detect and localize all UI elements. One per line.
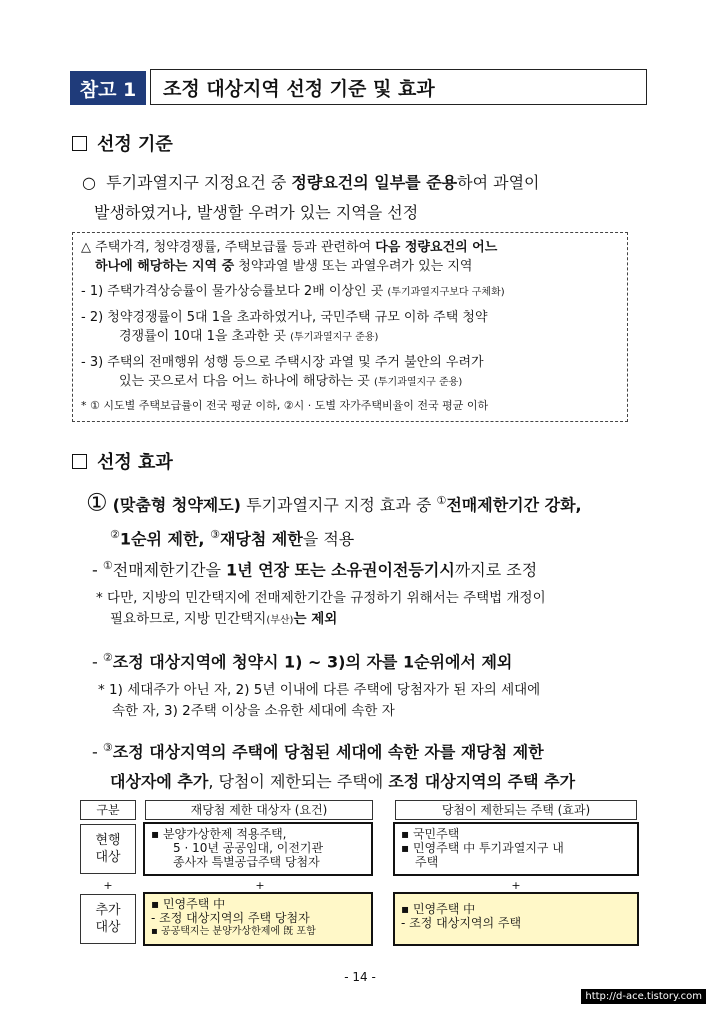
text: 청약과열 발생 또는 과열우려가 있는 지역 [234,259,473,274]
table-header-requirement: 재당첨 제한 대상자 (요건) [145,800,373,820]
superscript: ③ [210,528,220,542]
criteria-box [72,232,628,422]
effect-note-1 [96,588,546,631]
note: (투기과열지구 준용) [290,332,379,343]
effects-paragraph [86,486,666,555]
section-title: 선정 효과 [97,452,173,473]
superscript: ② [102,651,113,664]
text: ▪ 공공택지는 분양가상한제에 旣 포함 [151,926,316,937]
note: (투기과열지구 준용) [373,377,463,388]
criteria-item-3: - 3) 주택의 전매행위 성행 등으로 주택시장 과열 및 주거 불안의 우려가 [81,355,484,370]
text: 까지로 조정 [454,560,538,580]
text-bold: 대상자에 추가 [110,772,209,792]
text: 투기과열지구 지정 효과 중 [241,495,437,515]
criteria-footnote: * ① 시도별 주택보급률이 전국 평균 이하, ②시 · 도별 자가주택비율이 전국 평균 이하 [81,399,489,412]
text-bold: 1년 연장 또는 소유권이전등기시 [226,560,455,580]
plus-sign: + [511,879,521,892]
text-bold: 전매제한기간 강화, [446,495,582,515]
text: ▪ 민영주택 中 [401,902,476,916]
effect-note-2 [98,680,540,722]
row-label-current [80,824,136,874]
text: 속한 자, 3) 2주택 이상을 소유한 세대에 속한 자 [112,703,395,719]
bullet-circle-icon: ○ [82,173,96,192]
criteria-item-1: - 1) 주택가격상승률이 물가상승률보다 2배 이상인 곳 [81,284,384,299]
text: 필요하므로, 지방 민간택지 [110,611,267,627]
text: △ 주택가격, 청약경쟁률, 주택보급률 등과 관련하여 [81,240,376,255]
row-label-additional [80,894,136,944]
page-title: 조정 대상지역 선정 기준 및 효과 [150,69,647,105]
text-bold: 하나에 해당하는 지역 중 [95,259,235,274]
text: - 조정 대상지역의 주택 당첨자 [151,911,310,925]
text: 투기과열지구 지정요건 중 [106,173,292,192]
text: ▪ 민영주택 中 투기과열지구 내 [401,841,564,855]
checkbox-square-icon [72,454,87,469]
plus-sign: + [255,879,265,892]
text-bold: 정량요건의 일부를 준용 [291,173,458,192]
text: ▪ 국민주택 [401,827,460,841]
text: 을 적용 [302,529,355,549]
plus-sign: + [103,879,113,892]
section-heading-effects [72,448,173,474]
text-bold: 는 제외 [293,611,338,627]
source-url-watermark: http://d-ace.tistory.com [581,989,706,1004]
table-header-category: 구분 [80,800,136,820]
text: ▪ 분양가상한제 적용주택, [151,827,287,841]
text: 주택 [415,855,439,869]
text-bold: 다음 정량요건의 어느 [375,240,498,255]
text: 현행 [95,833,121,848]
text: , 당첨이 제한되는 주택에 [208,772,389,792]
text: 경쟁률이 10대 1을 초과한 곳 [119,329,286,344]
text: 대상 [95,850,121,865]
reference-tag: 참고 1 [70,71,146,105]
text: - 조정 대상지역의 주택 [401,916,522,930]
additional-requirement-cell [143,892,373,946]
text-bold: 재당첨 제한 [219,529,303,549]
current-requirement-cell [143,822,373,876]
text-bold: (맞춤형 청약제도) [112,495,241,515]
superscript: ② [110,528,120,542]
text: 하여 과열이 [457,173,540,192]
text: 발생하였거나, 발생할 우려가 있는 지역을 선정 [94,203,419,222]
text-bold: 조정 대상지역의 주택에 당첨된 세대에 속한 자를 재당첨 제한 [112,742,544,762]
dash: - [92,560,103,580]
text: 대상 [95,920,121,935]
section-title: 선정 기준 [97,134,173,155]
note: (투기과열지구보다 구체화) [387,287,505,298]
text: 종사자 특별공급주택 당첨자 [173,855,320,869]
text-bold: 조정 대상지역에 청약시 1) ~ 3)의 자를 1순위에서 제외 [112,652,513,672]
effect-item-2 [92,643,512,677]
number-circle-icon: ① [86,488,108,517]
current-effect-cell [393,822,639,876]
superscript: ① [102,559,113,572]
dash: - [92,652,103,672]
table-header-effect: 당첨이 제한되는 주택 (효과) [395,800,637,820]
effect-item-3 [92,733,575,797]
section-heading-criteria [72,130,173,156]
text: 5 · 10년 공공임대, 이전기관 [173,841,324,855]
text: ▪ 민영주택 中 [151,897,226,911]
superscript: ① [436,494,447,507]
text-bold: 조정 대상지역의 주택 추가 [388,772,576,792]
text: * 다만, 지방의 민간택지에 전매제한기간을 규정하기 위해서는 주택법 개정이 [96,590,546,606]
effect-item-1 [92,551,537,585]
dash: - [92,742,103,762]
text: (부산) [266,615,294,626]
checkbox-square-icon [72,136,87,151]
text: * 1) 세대주가 아닌 자, 2) 5년 이내에 다른 주택에 당첨자가 된 자의 세대에 [98,682,541,698]
text: 있는 곳으로서 다음 어느 하나에 해당하는 곳 [119,374,370,389]
superscript: ③ [102,741,113,754]
page-number: - 14 - [344,970,376,984]
text-bold: 1순위 제한, [119,529,211,549]
criteria-item-2: - 2) 청약경쟁률이 5대 1을 초과하였거나, 국민주택 규모 이하 주택 청약 [81,310,488,325]
criteria-paragraph [82,168,662,228]
text: 추가 [95,903,121,918]
additional-effect-cell [393,892,639,946]
text: 전매제한기간을 [112,560,227,580]
